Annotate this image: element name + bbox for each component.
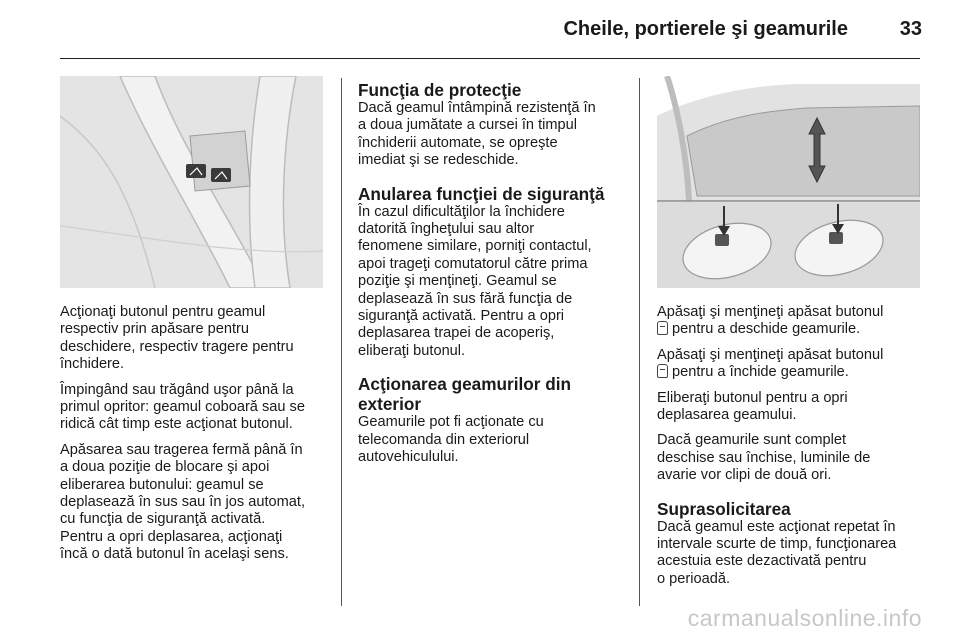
section-protection [358,80,634,170]
page-header [0,18,960,48]
section-safety-override [358,184,634,361]
column-1 [60,304,332,572]
column-3 [657,304,927,596]
column-2 [358,80,634,481]
column-divider-1 [341,78,342,606]
page-title: Cheile, portierele şi geamurile [563,18,848,40]
section-body: În cazul dificultăţilor la închidere datorită îngheţului sau altor fenomene similare, porniţi contactul, apoi trageţi comutatorul către prima poziţie şi menţineţi. Geamul se deplasează în sus fără funcţia de siguranţă activată. Pentru a opri deplasarea trapei de acoperiş, eliberaţi butonul. [358,203,592,359]
paragraph-open [657,304,927,339]
key-unlock-icon [657,321,668,335]
section-body: Dacă geamul întâmpină rezistenţă în a doua jumătate a cursei în timpul închiderii automate, se opreşte imediat şi se redeschide. [358,100,596,169]
paragraph-close-line-2: pentru a închide geamurile. [672,364,849,381]
paragraph-close [657,347,927,382]
paragraph-open-line-1: Apăsaţi şi menţineţi apăsat butonul [657,304,884,320]
paragraph: Împingând sau trăgând uşor până la primul opritor: geamul coboară sau se ridică cât timp este acţionat butonul. [60,381,305,433]
section-heading: Anularea funcţiei de siguranţă [358,183,605,204]
paragraph: Dacă geamul este acţionat repetat în intervale scurte de timp, funcţionarea acestuia este dezactivată pentru o perioadă. [657,518,897,587]
section-exterior-operation [358,374,634,466]
section-heading: Suprasolicitarea [657,498,791,519]
section-heading: Funcţia de protecţie [358,80,522,100]
key-lock-icon [657,364,668,378]
column-divider-2 [639,78,640,606]
paragraph-open-line-2: pentru a deschide geamurile. [672,321,861,338]
remote-window-illustration [657,76,920,288]
paragraph-close-line-1: Apăsaţi şi menţineţi apăsat butonul [657,346,884,363]
window-switch-illustration [60,76,323,288]
watermark: carmanualsonline.info [687,605,922,631]
paragraph: Apăsarea sau tragerea fermă până în a doua poziţie de blocare şi apoi eliberarea butonului: geamul se deplasează în sus sau în jos automat, cu funcţia de siguranţă activată. Pentru a opri deplasarea, acţionaţi încă o dată butonul în acelaşi sens. [60,441,306,563]
paragraph: Eliberaţi butonul pentru a opri deplasarea geamului. [657,389,848,424]
section-body: Geamurile pot fi acţionate cu telecomanda din exteriorul autovehiculului. [358,414,544,466]
section-heading: Acţionarea geamurilor din exterior [358,374,571,415]
page-number: 33 [899,18,922,40]
paragraph: Dacă geamurile sunt complet deschise sau închise, luminile de avarie vor clipi de două ori. [657,432,871,484]
paragraph: Acţionaţi butonul pentru geamul respectiv prin apăsare pentru deschidere, respectiv tragere pentru închidere. [60,304,294,373]
header-rule [60,58,920,59]
